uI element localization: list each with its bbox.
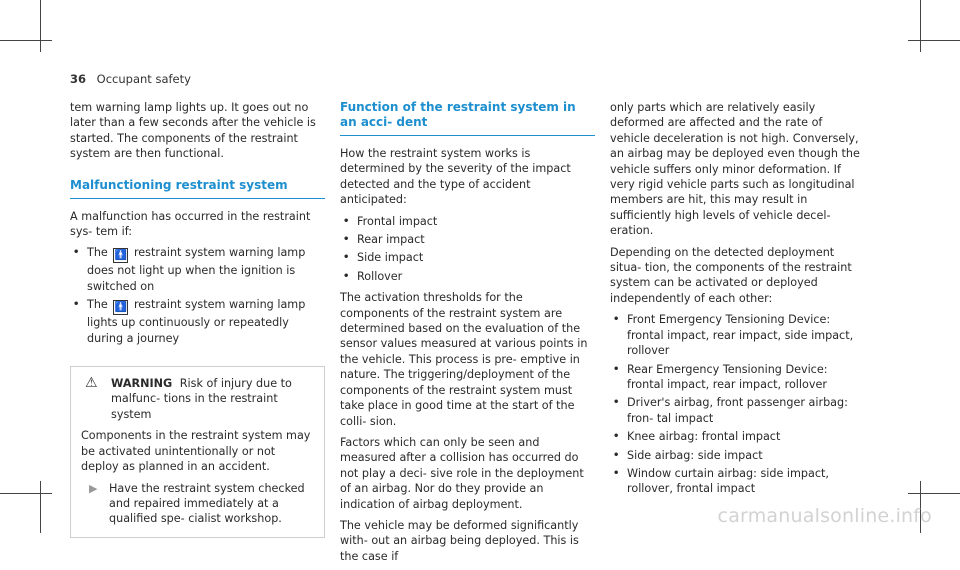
column-left bbox=[70, 100, 325, 538]
section-title: Occupant safety bbox=[96, 72, 191, 86]
warning-body: Components in the restraint system may be activated unintentionally or not deploy as planned in an accident. bbox=[81, 429, 311, 474]
column-right bbox=[610, 100, 865, 503]
deployment-list bbox=[610, 312, 865, 496]
watermark[interactable]: carmanualsonline.info bbox=[717, 505, 932, 527]
warning-title: WARNING bbox=[111, 377, 173, 391]
deformation-paragraph: The vehicle may be deformed significantly with- out an airbag being deployed. This is the case if bbox=[340, 518, 579, 563]
bullet-dot: • bbox=[343, 252, 350, 264]
heading-function: Function of the restraint system in an acci- dent bbox=[340, 100, 595, 136]
list-item: • Rollover bbox=[343, 269, 403, 283]
warning-text: Risk of injury due to malfunc- tions in the restraint system bbox=[111, 377, 292, 421]
bullet-dot: • bbox=[343, 234, 350, 246]
list-item: • The 🚹 restraint system warning lamp lights up continuously or repeatedly during a journey bbox=[73, 298, 306, 345]
malfunction-paragraph: A malfunction has occurred in the restraint sys- tem if: bbox=[70, 209, 311, 239]
bullet-dot: • bbox=[343, 215, 350, 227]
list-item: • Side airbag: side impact bbox=[613, 448, 763, 462]
factors-paragraph: Factors which can only be seen and measured after a collision has occurred do not play a deci- sive role in the deployment of an airbag. Nor do they provide an indication of airbag deployment. bbox=[340, 435, 584, 511]
list-item: • Frontal impact bbox=[343, 214, 438, 228]
list-item: • Knee airbag: frontal impact bbox=[613, 430, 781, 444]
continuation-paragraph: only parts which are relatively easily deformed are affected and the rate of vehicle deceleration is not high. Conversely, an airbag may be deployed even though the vehicle suffers only minor deformation. If very rigid vehicle parts such as longitudinal members are hit, this may result in sufficiently high levels of vehicle decel- eration. bbox=[610, 101, 860, 238]
intro-paragraph: tem warning lamp lights up. It goes out no later than a few seconds after the vehicle is started. The components of the restraint system are then functional. bbox=[70, 101, 316, 161]
column-middle bbox=[340, 100, 595, 570]
list-item: • Rear Emergency Tensioning Device: frontal impact, rear impact, rollover bbox=[613, 362, 828, 391]
crop-mark bbox=[0, 40, 52, 41]
bullet-dot: • bbox=[613, 449, 620, 461]
activation-paragraph: The activation thresholds for the components of the restraint system are determined based on the evaluation of the sensor values measured at various points in the vehicle. This process is pre- emptive in nature. The triggering/deployment of the components of the restraint system must take place in good time at the start of the colli- sion. bbox=[340, 291, 588, 428]
page-header bbox=[70, 72, 191, 86]
heading-malfunctioning: Malfunctioning restraint system bbox=[70, 178, 325, 199]
page-number: 36 bbox=[70, 72, 87, 86]
bullet-dot: • bbox=[613, 431, 620, 443]
crop-mark bbox=[908, 40, 960, 41]
warning-triangle-icon: ⚠ bbox=[85, 375, 98, 392]
bullet-dot: • bbox=[613, 314, 620, 326]
bullet-dot: • bbox=[613, 397, 620, 409]
instruction bbox=[81, 481, 314, 527]
warning-box bbox=[70, 366, 325, 538]
crop-mark bbox=[908, 493, 960, 494]
crop-mark bbox=[40, 481, 41, 533]
play-arrow-icon: ▶ bbox=[89, 481, 98, 495]
deployment-paragraph: Depending on the detected deployment situa- tion, the components of the restraint system can be activated or deployed independently of each other: bbox=[610, 245, 852, 305]
seatbelt-warning-icon: 🚹 bbox=[114, 250, 128, 262]
crop-mark bbox=[920, 0, 921, 52]
bullet-dot: • bbox=[73, 299, 80, 311]
list-item: • Driver's airbag, front passenger airbag: fron- tal impact bbox=[613, 396, 848, 425]
bullet-dot: • bbox=[343, 270, 350, 282]
seatbelt-warning-icon: 🚹 bbox=[114, 302, 128, 314]
bullet-dot: • bbox=[613, 467, 620, 479]
list-item: • Window curtain airbag: side impact, rollover, frontal impact bbox=[613, 466, 829, 496]
bullet-dot: • bbox=[613, 363, 620, 375]
bullet-dot: • bbox=[73, 247, 80, 259]
list-item: • Side impact bbox=[343, 251, 424, 265]
function-paragraph: How the restraint system works is determined by the severity of the impact detected and the type of accident anticipated: bbox=[340, 147, 571, 207]
list-item: • Rear impact bbox=[343, 233, 425, 247]
warning-header bbox=[81, 376, 314, 422]
list-item: • The 🚹 restraint system warning lamp does not light up when the ignition is switched on bbox=[73, 246, 306, 293]
malfunction-list bbox=[70, 245, 325, 346]
crop-mark bbox=[40, 0, 41, 52]
impact-list bbox=[340, 214, 595, 285]
instruction-text: Have the restraint system checked and repaired immediately at a qualified spe- cialist workshop. bbox=[109, 481, 305, 526]
crop-mark bbox=[0, 493, 52, 494]
list-item: • Front Emergency Tensioning Device: frontal impact, rear impact, side impact, rollover bbox=[613, 313, 854, 358]
